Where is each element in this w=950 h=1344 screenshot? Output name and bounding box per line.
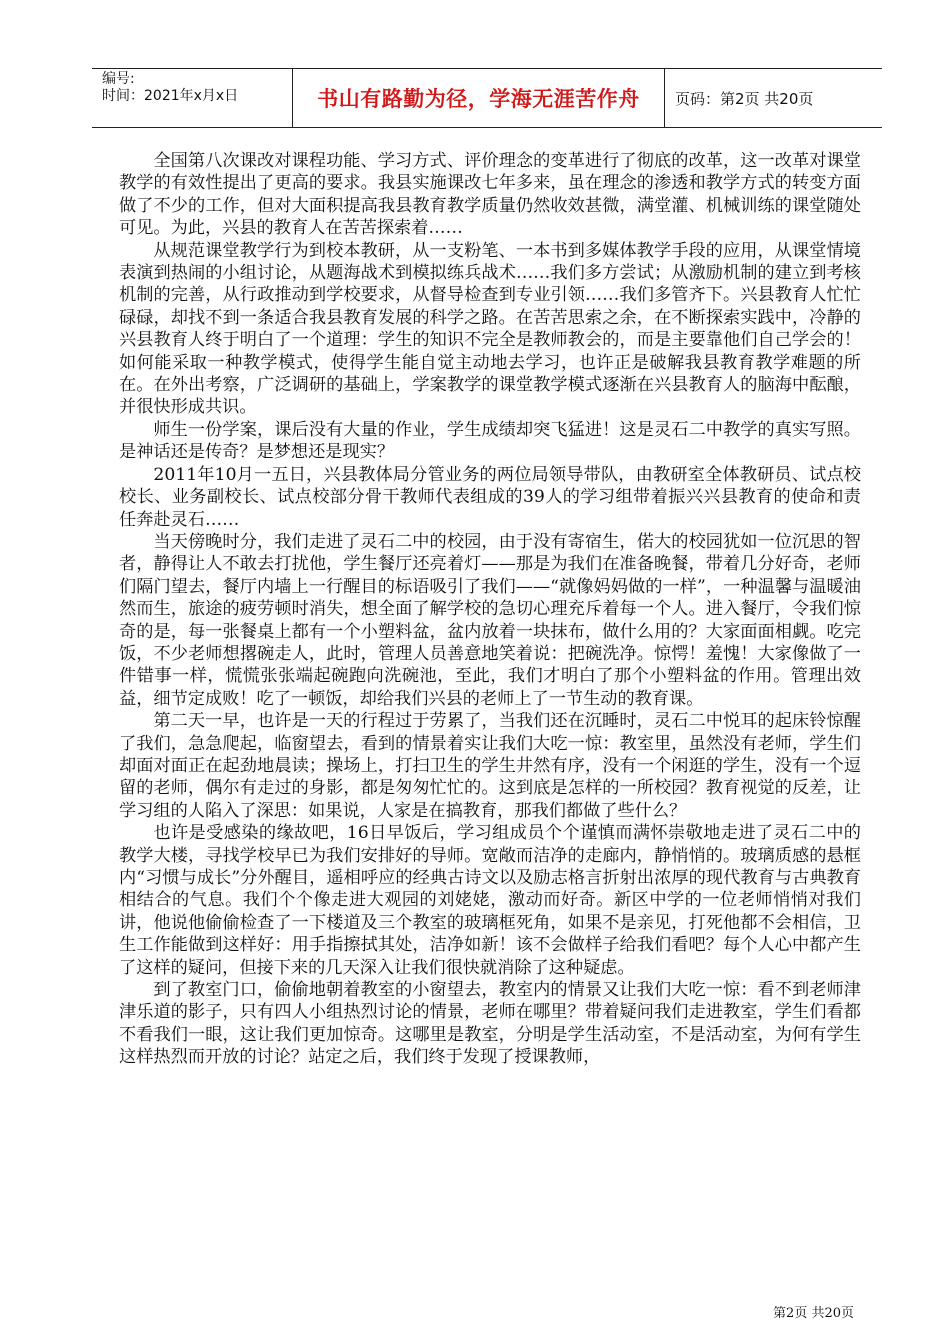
paragraph: 从规范课堂教学行为到校本教研，从一支粉笔、一本书到多媒体教学手段的应用，从课堂情境表演到热闹的小组讨论，从题海战术到模拟练兵战术……我们多方尝试；从激励机制的建立到考核机制的完善，从行政推动到学校要求，从督导检查到专业引领……我们多管齐下。兴县教育人忙忙碌碌，却找不到一条适合我县教育发展的科学之路。在苦苦思索之余，在不断探索实践中，冷静的兴县教育人终于明白了一个道理：学生的知识不完全是教师教会的，而是主要靠他们自己学会的！如何能采取一种教学模式，使得学生能自觉主动地去学习，也许正是破解我县教育教学难题的所在。在外出考察，广泛调研的基础上，学案教学的课堂教学模式逐渐在兴县教育人的脑海中酝酿，并很快形成共识。	[119, 240, 861, 418]
document-number-label: 编号:	[102, 71, 135, 87]
document-body	[119, 150, 861, 1069]
paragraph: 也许是受感染的缘故吧，16日早饭后，学习组成员个个谨慎而满怀崇敬地走进了灵石二中的教学大楼，寻找学校早已为我们安排好的导师。宽敞而洁净的走廊内，静悄悄的。玻璃质感的悬框内“习惯与成长”分外醒目，遥相呼应的经典古诗文以及励志格言折射出浓厚的现代教育与古典教育相结合的气息。我们个个像走进大观园的刘姥姥，激动而好奇。新区中学的一位老师悄悄对我们讲，他说他偷偷检查了一下楼道及三个教室的玻璃框死角，如果不是亲见，打死他都不会相信，卫生工作能做到这样好：用手指擦拭其处，洁净如新！该不会做样子给我们看吧？每个人心中都产生了这样的疑问，但接下来的几天深入让我们很快就消除了这种疑虑。	[119, 823, 861, 978]
paragraph: 当天傍晚时分，我们走进了灵石二中的校园，由于没有寄宿生，偌大的校园犹如一位沉思的智者，静得让人不敢去打扰他，学生餐厅还亮着灯——那是为我们在准备晚餐，带着几分好奇，老师们隔门望去，餐厅内墙上一行醒目的标语吸引了我们——“就像妈妈做的一样”，一种温馨与温暖油然而生，旅途的疲劳顿时消失，想全面了解学校的急切心理充斥着每一个人。进入餐厅，令我们惊奇的是，每一张餐桌上都有一个小塑料盆，盆内放着一块抹布，做什么用的？大家面面相觑。吃完饭，不少老师想撂碗走人，此时，管理人员善意地笑着说：把碗洗净。惊愕！羞愧！大家像做了一件错事一样，慌慌张张端起碗跑向洗碗池，至此，我们才明白了那个小塑料盆的作用。管理出效益，细节定成败！吃了一顿饭，却给我们兴县的老师上了一节生动的教育课。	[119, 531, 861, 709]
paragraph: 师生一份学案，课后没有大量的作业，学生成绩却突飞猛进！这是灵石二中教学的真实写照。是神话还是传奇？是梦想还是现实？	[119, 419, 861, 463]
paragraph: 到了教室门口，偷偷地朝着教室的小窗望去，教室内的情景又让我们大吃一惊：看不到老师津津乐道的影子，只有四人小组热烈讨论的情景，老师在哪里？带着疑问我们走进教室，学生们看都不看我们一眼，这让我们更加惊奇。这哪里是教室，分明是学生活动室，不是活动室，为何有学生这样热烈而开放的讨论？站定之后，我们终于发现了授课教师，	[119, 980, 861, 1068]
paragraph: 全国第八次课改对课程功能、学习方式、评价理念的变革进行了彻底的改革，这一改革对课堂教学的有效性提出了更高的要求。我县实施课改七年多来，虽在理念的渗透和教学方式的转变方面做了不少的工作，但对大面积提高我县教育教学质量仍然收效甚微，满堂灌、机械训练的课堂随处可见。为此，兴县的教育人在苦苦探索着……	[119, 151, 861, 239]
paragraph: 第二天一早，也许是一天的行程过于劳累了，当我们还在沉睡时，灵石二中悦耳的起床铃惊醒了我们，急急爬起，临窗望去，看到的情景着实让我们大吃一惊：教室里，虽然没有老师，学生们却面对面正在起劲地晨读；操场上，打扫卫生的学生井然有序，没有一个闲逛的学生，没有一个逗留的老师，偶尔有走过的身影，都是匆匆忙忙的。这到底是怎样的一所校园？教育视觉的反差，让学习组的人陷入了深思：如果说，人家是在搞教育，那我们都做了些什么？	[119, 711, 861, 821]
paragraph: 2011年10月一五日，兴县教体局分管业务的两位局领导带队，由教研室全体教研员、试点校校长、业务副校长、试点校部分骨干教师代表组成的39人的学习组带着振兴兴县教育的使命和责任奔赴灵石……	[119, 464, 861, 530]
page-footer-number: 第2页 共20页	[773, 1306, 854, 1321]
header-motto: 书山有路勤为径，学海无涯苦作舟	[293, 69, 665, 127]
header-page-number: 页码：第2页 共20页	[675, 89, 814, 108]
page-header	[92, 68, 882, 128]
document-time-label: 时间：2021年x月x日	[102, 88, 239, 104]
header-left-cell	[92, 69, 293, 127]
